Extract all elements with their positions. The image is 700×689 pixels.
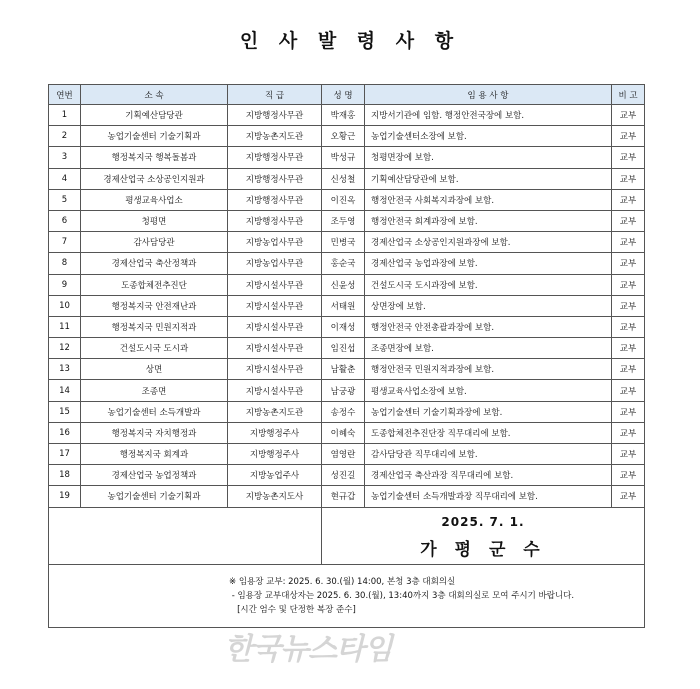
cell-note: 교부 — [612, 232, 645, 253]
cell-no: 15 — [49, 401, 81, 422]
table-row — [49, 253, 645, 274]
table-row — [49, 274, 645, 295]
cell-name: 박성규 — [322, 147, 365, 168]
cell-name: 성진길 — [322, 465, 365, 486]
cell-note: 교부 — [612, 168, 645, 189]
cell-task: 경제산업국 축산과장 직무대리에 보함. — [365, 465, 612, 486]
cell-rank: 지방시설사무관 — [228, 316, 322, 337]
cell-note: 교부 — [612, 486, 645, 507]
cell-task: 기획예산담당관에 보함. — [365, 168, 612, 189]
issuer-name: 가 평 군 수 — [420, 540, 546, 561]
cell-name: 남궁광 — [322, 380, 365, 401]
cell-task: 농업기술센터 소득개발과장 직무대리에 보함. — [365, 486, 612, 507]
cell-dept: 청평면 — [81, 210, 228, 231]
cell-rank: 지방행정사무관 — [228, 189, 322, 210]
cell-dept: 행정복지국 회계과 — [81, 444, 228, 465]
cell-rank: 지방행정사무관 — [228, 210, 322, 231]
table-row — [49, 126, 645, 147]
table-row — [49, 295, 645, 316]
cell-no: 11 — [49, 316, 81, 337]
table-row — [49, 147, 645, 168]
cell-no: 9 — [49, 274, 81, 295]
cell-note: 교부 — [612, 338, 645, 359]
cell-no: 10 — [49, 295, 81, 316]
cell-note: 교부 — [612, 465, 645, 486]
cell-dept: 경제산업국 농업정책과 — [81, 465, 228, 486]
note-line-1: ※ 임용장 교부: 2025. 6. 30.(월) 14:00, 본청 3층 대회의실 — [229, 576, 456, 587]
note-line-3: [시간 엄수 및 단정한 복장 준수] — [229, 604, 356, 615]
cell-dept: 건설도시국 도시과 — [81, 338, 228, 359]
cell-task: 경제산업국 소상공인지원과장에 보함. — [365, 232, 612, 253]
table-row — [49, 380, 645, 401]
table-row — [49, 444, 645, 465]
cell-task: 상면장에 보함. — [365, 295, 612, 316]
cell-name: 임진섭 — [322, 338, 365, 359]
cell-name: 이진옥 — [322, 189, 365, 210]
cell-no: 4 — [49, 168, 81, 189]
cell-name: 남활춘 — [322, 359, 365, 380]
cell-note: 교부 — [612, 274, 645, 295]
notes-row — [49, 564, 645, 627]
cell-rank: 지방행정사무관 — [228, 105, 322, 126]
date-row — [49, 507, 645, 564]
cell-rank: 지방농촌지도사 — [228, 486, 322, 507]
table-row — [49, 210, 645, 231]
cell-name: 박재홍 — [322, 105, 365, 126]
cell-task: 감사담당관 직무대리에 보함. — [365, 444, 612, 465]
cell-no: 1 — [49, 105, 81, 126]
cell-dept: 상면 — [81, 359, 228, 380]
cell-name: 민병국 — [322, 232, 365, 253]
table-row — [49, 316, 645, 337]
header-rank: 직 급 — [228, 85, 322, 105]
cell-rank: 지방행정사무관 — [228, 168, 322, 189]
cell-no: 5 — [49, 189, 81, 210]
cell-dept: 도종합체전추진단 — [81, 274, 228, 295]
table-row — [49, 465, 645, 486]
table-header-row — [49, 85, 645, 105]
date-issuer-cell — [322, 507, 645, 564]
cell-dept: 평생교육사업소 — [81, 189, 228, 210]
table-body — [49, 105, 645, 508]
cell-name: 현규갑 — [322, 486, 365, 507]
cell-rank: 지방농업주사 — [228, 465, 322, 486]
cell-no: 6 — [49, 210, 81, 231]
cell-rank: 지방시설사무관 — [228, 380, 322, 401]
watermark-text: 한국뉴스타임 — [224, 632, 392, 667]
cell-dept: 농업기술센터 소득개발과 — [81, 401, 228, 422]
table-row — [49, 189, 645, 210]
notes-cell — [49, 564, 645, 627]
table-row — [49, 168, 645, 189]
cell-note: 교부 — [612, 359, 645, 380]
cell-rank: 지방농업사무관 — [228, 232, 322, 253]
table-row — [49, 232, 645, 253]
cell-name: 신성철 — [322, 168, 365, 189]
document-title: 인 사 발 령 사 항 — [239, 30, 461, 52]
table-row — [49, 422, 645, 443]
cell-no: 12 — [49, 338, 81, 359]
cell-rank: 지방시설사무관 — [228, 274, 322, 295]
cell-note: 교부 — [612, 380, 645, 401]
cell-name: 염영란 — [322, 444, 365, 465]
cell-dept: 행정복지국 민원지적과 — [81, 316, 228, 337]
cell-no: 3 — [49, 147, 81, 168]
cell-dept: 경제산업국 축산정책과 — [81, 253, 228, 274]
cell-note: 교부 — [612, 105, 645, 126]
cell-note: 교부 — [612, 253, 645, 274]
cell-rank: 지방시설사무관 — [228, 359, 322, 380]
cell-dept: 행정복지국 안전재난과 — [81, 295, 228, 316]
table-row — [49, 338, 645, 359]
cell-rank: 지방농촌지도관 — [228, 401, 322, 422]
cell-task: 건설도시국 도시과장에 보함. — [365, 274, 612, 295]
cell-dept: 경제산업국 소상공인지원과 — [81, 168, 228, 189]
cell-no: 8 — [49, 253, 81, 274]
header-dept: 소 속 — [81, 85, 228, 105]
cell-rank: 지방농업사무관 — [228, 253, 322, 274]
cell-task: 농업기술센터소장에 보함. — [365, 126, 612, 147]
cell-task: 행정안전국 사회복지과장에 보함. — [365, 189, 612, 210]
cell-no: 17 — [49, 444, 81, 465]
cell-task: 평생교육사업소장에 보함. — [365, 380, 612, 401]
cell-no: 16 — [49, 422, 81, 443]
cell-task: 지방서기관에 임함. 행정안전국장에 보함. — [365, 105, 612, 126]
issue-date: 2025. 7. 1. — [441, 515, 525, 530]
cell-no: 19 — [49, 486, 81, 507]
cell-task: 행정안전국 민원지적과장에 보함. — [365, 359, 612, 380]
cell-name: 송정수 — [322, 401, 365, 422]
table-row — [49, 401, 645, 422]
cell-task: 행정안전국 회계과장에 보함. — [365, 210, 612, 231]
cell-name: 홍순국 — [322, 253, 365, 274]
cell-task: 도종합체전추진단장 직무대리에 보함. — [365, 422, 612, 443]
cell-rank: 지방행정주사 — [228, 422, 322, 443]
cell-rank: 지방시설사무관 — [228, 295, 322, 316]
cell-rank: 지방행정주사 — [228, 444, 322, 465]
cell-note: 교부 — [612, 210, 645, 231]
cell-note: 교부 — [612, 295, 645, 316]
cell-no: 14 — [49, 380, 81, 401]
cell-dept: 감사담당관 — [81, 232, 228, 253]
cell-note: 교부 — [612, 444, 645, 465]
cell-note: 교부 — [612, 126, 645, 147]
cell-name: 오황근 — [322, 126, 365, 147]
cell-no: 18 — [49, 465, 81, 486]
header-note: 비 고 — [612, 85, 645, 105]
cell-note: 교부 — [612, 189, 645, 210]
cell-note: 교부 — [612, 316, 645, 337]
note-line-2: - 임용장 교부대상자는 2025. 6. 30.(월), 13:40까지 3층 대회의실로 모여 주시기 바랍니다. — [229, 590, 575, 601]
cell-name: 이재성 — [322, 316, 365, 337]
table-row — [49, 486, 645, 507]
cell-task: 경제산업국 농업과장에 보함. — [365, 253, 612, 274]
cell-dept: 농업기술센터 기술기획과 — [81, 126, 228, 147]
cell-name: 이혜숙 — [322, 422, 365, 443]
cell-no: 2 — [49, 126, 81, 147]
cell-dept: 농업기술센터 기술기획과 — [81, 486, 228, 507]
cell-dept: 기획예산담당관 — [81, 105, 228, 126]
cell-note: 교부 — [612, 422, 645, 443]
cell-note: 교부 — [612, 147, 645, 168]
table-row — [49, 105, 645, 126]
table-row — [49, 359, 645, 380]
cell-note: 교부 — [612, 401, 645, 422]
cell-dept: 행정복지국 자치행정과 — [81, 422, 228, 443]
cell-no: 7 — [49, 232, 81, 253]
cell-name: 조두영 — [322, 210, 365, 231]
cell-name: 신윤성 — [322, 274, 365, 295]
header-task: 임 용 사 항 — [365, 85, 612, 105]
cell-rank: 지방시설사무관 — [228, 338, 322, 359]
cell-dept: 조종면 — [81, 380, 228, 401]
cell-task: 조종면장에 보함. — [365, 338, 612, 359]
cell-task: 행정안전국 안전총괄과장에 보함. — [365, 316, 612, 337]
header-no: 연번 — [49, 85, 81, 105]
cell-dept: 행정복지국 행복돌봄과 — [81, 147, 228, 168]
date-left-empty — [49, 507, 322, 564]
header-name: 성 명 — [322, 85, 365, 105]
cell-rank: 지방농촌지도관 — [228, 126, 322, 147]
appointment-table — [48, 84, 645, 628]
cell-name: 서태원 — [322, 295, 365, 316]
cell-task: 청평면장에 보함. — [365, 147, 612, 168]
cell-rank: 지방행정사무관 — [228, 147, 322, 168]
cell-task: 농업기술센터 기술기획과장에 보함. — [365, 401, 612, 422]
cell-no: 13 — [49, 359, 81, 380]
